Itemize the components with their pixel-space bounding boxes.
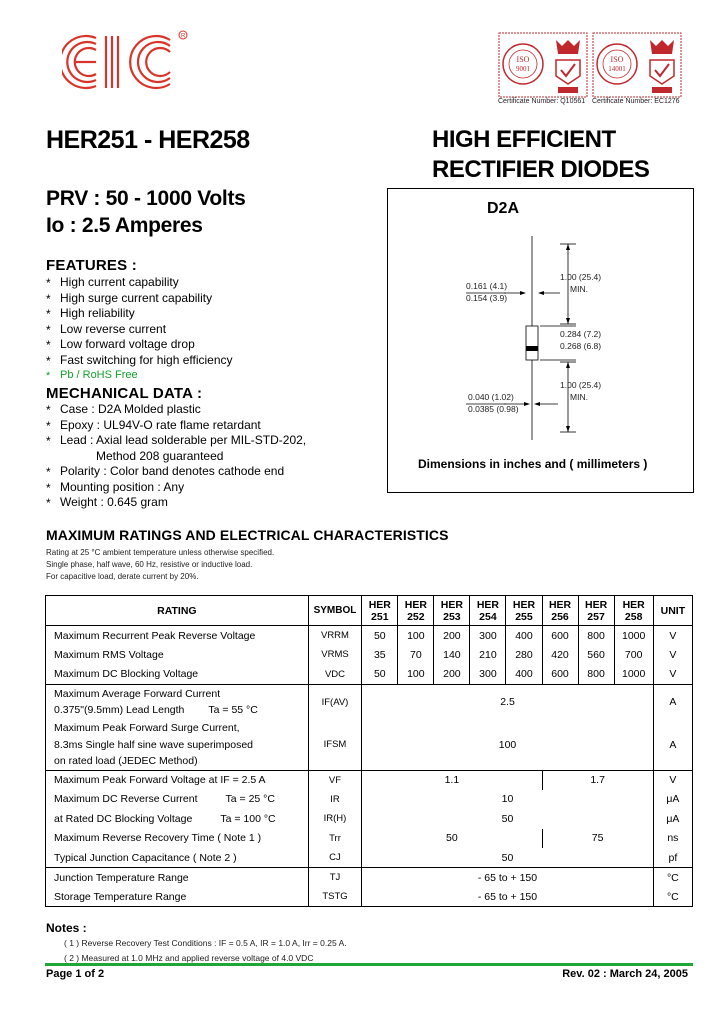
- cert1-number: Certificate Number: Q10561: [498, 98, 586, 105]
- svg-text:9001: 9001: [516, 65, 530, 73]
- svg-text:ISO: ISO: [610, 55, 624, 64]
- table-row: Typical Junction Capacitance ( Note 2 ) CJ 50 pf: [46, 848, 693, 868]
- col-part: HER 258: [614, 596, 653, 626]
- body-dia-min: 0.154 (3.9): [466, 293, 508, 303]
- table-row: Maximum Peak Forward Voltage at IF = 2.5 A VF 1.1 1.7 V: [46, 770, 693, 790]
- list-item-continued: Method 208 guaranteed: [96, 448, 224, 463]
- col-part: HER 257: [578, 596, 614, 626]
- cert2-number: Certificate Number: EC1276: [592, 98, 680, 105]
- col-rating: RATING: [46, 596, 309, 626]
- rating-note-1: Rating at 25 °C ambient temperature unless otherwise specified.: [46, 548, 275, 557]
- col-part: HER 252: [398, 596, 434, 626]
- list-item: * High reliability: [46, 306, 135, 321]
- prv-spec: PRV : 50 - 1000 Volts: [46, 187, 246, 210]
- lead-length-top: 1.00 (25.4): [560, 272, 602, 282]
- col-part: HER 256: [542, 596, 578, 626]
- list-item: * Epoxy : UL94V-O rate flame retardant: [46, 417, 261, 433]
- note-1: ( 1 ) Reverse Recovery Test Conditions : IF = 0.5 A, IR = 1.0 A, Irr = 0.25 A.: [64, 938, 347, 948]
- list-item-rohs: * Pb / RoHS Free: [46, 369, 138, 382]
- footer-divider: [45, 963, 693, 966]
- table-row: Maximum Peak Forward Surge Current, 8.3ms Single half sine wave superimposed on rated load (JEDEC Method) IFSM 100 A: [46, 720, 693, 770]
- table-row: Maximum RMS Voltage VRMS 35 70 140 210 280 420 560 700 V: [46, 645, 693, 665]
- ratings-heading: MAXIMUM RATINGS AND ELECTRICAL CHARACTERISTICS: [46, 527, 449, 543]
- list-item: * Low reverse current: [46, 321, 167, 337]
- svg-text:14001: 14001: [608, 65, 626, 73]
- table-header-row: [46, 596, 693, 626]
- page-number: Page 1 of 2: [46, 968, 105, 980]
- svg-text:R: R: [181, 33, 186, 40]
- notes-heading: Notes :: [46, 921, 87, 935]
- list-item: * Case : D2A Molded plastic: [46, 402, 201, 417]
- rating-note-3: For capacitive load, derate current by 20%.: [46, 572, 199, 581]
- body-dia-max: 0.161 (4.1): [466, 281, 508, 291]
- col-symbol: SYMBOL: [308, 596, 362, 626]
- list-item: * Mounting position : Any: [46, 479, 185, 495]
- ratings-table: [45, 595, 693, 907]
- table-row: Maximum DC Reverse Current Ta = 25 °C IR 10 μA: [46, 790, 693, 810]
- eic-logo: [62, 28, 192, 96]
- features-list: [46, 275, 233, 384]
- list-item: * Polarity : Color band denotes cathode end: [46, 464, 285, 479]
- lead-dia-max: 0.040 (1.02): [468, 392, 514, 402]
- col-part: HER 254: [470, 596, 506, 626]
- mechanical-heading: MECHANICAL DATA :: [46, 385, 203, 402]
- col-part: HER 253: [434, 596, 470, 626]
- table-row: Junction Temperature Range TJ - 65 to + 150 °C: [46, 868, 693, 888]
- iso14001-badge: [592, 32, 682, 100]
- col-part: HER 255: [506, 596, 542, 626]
- package-name: D2A: [487, 200, 520, 217]
- col-unit: UNIT: [653, 596, 692, 626]
- col-part: HER 251: [362, 596, 398, 626]
- part-number: HER251 - HER258: [46, 126, 250, 154]
- body-len-max: 0.284 (7.2): [560, 329, 602, 339]
- table-row: Maximum Average Forward Current 0.375"(9.5mm) Lead Length Ta = 55 °C IF(AV) 2.5 A: [46, 684, 693, 720]
- min-top: MIN.: [570, 284, 588, 294]
- table-row: Storage Temperature Range TSTG - 65 to + 150 °C: [46, 887, 693, 907]
- lead-length-bottom: 1.00 (25.4): [560, 380, 602, 390]
- table-row: Maximum Reverse Recovery Time ( Note 1 ) Trr 50 75 ns: [46, 829, 693, 849]
- table-row: Maximum Recurrent Peak Reverse Voltage VRRM 50 100 200 300 400 600 800 1000 V: [46, 626, 693, 646]
- io-spec: Io : 2.5 Amperes: [46, 214, 203, 237]
- mechanical-list: [46, 402, 306, 511]
- title-line1: HIGH EFFICIENT: [432, 126, 616, 153]
- list-item: * Lead : Axial lead solderable per MIL-STD-202,: [46, 433, 307, 448]
- svg-text:ISO: ISO: [516, 55, 530, 64]
- table-row: at Rated DC Blocking Voltage Ta = 100 °C IR(H) 50 μA: [46, 809, 693, 829]
- min-bottom: MIN.: [570, 392, 588, 402]
- list-item: * High surge current capability: [46, 290, 213, 306]
- body-len-min: 0.268 (6.8): [560, 341, 602, 351]
- features-heading: FEATURES :: [46, 257, 137, 274]
- list-item: * Fast switching for high efficiency: [46, 352, 233, 368]
- list-item: * High current capability: [46, 275, 179, 290]
- note-2: ( 2 ) Measured at 1.0 MHz and applied reverse voltage of 4.0 VDC: [64, 953, 314, 963]
- list-item: * Weight : 0.645 gram: [46, 495, 168, 510]
- dimension-caption: Dimensions in inches and ( millimeters ): [418, 457, 648, 471]
- list-item: * Low forward voltage drop: [46, 337, 195, 352]
- revision-date: Rev. 02 : March 24, 2005: [562, 968, 688, 980]
- title-line2: RECTIFIER DIODES: [432, 156, 650, 183]
- rating-note-2: Single phase, half wave, 60 Hz, resistive or inductive load.: [46, 560, 253, 569]
- iso9001-badge: [498, 32, 588, 100]
- table-row: Maximum DC Blocking Voltage VDC 50 100 200 300 400 600 800 1000 V: [46, 665, 693, 685]
- lead-dia-min: 0.0385 (0.98): [468, 404, 519, 414]
